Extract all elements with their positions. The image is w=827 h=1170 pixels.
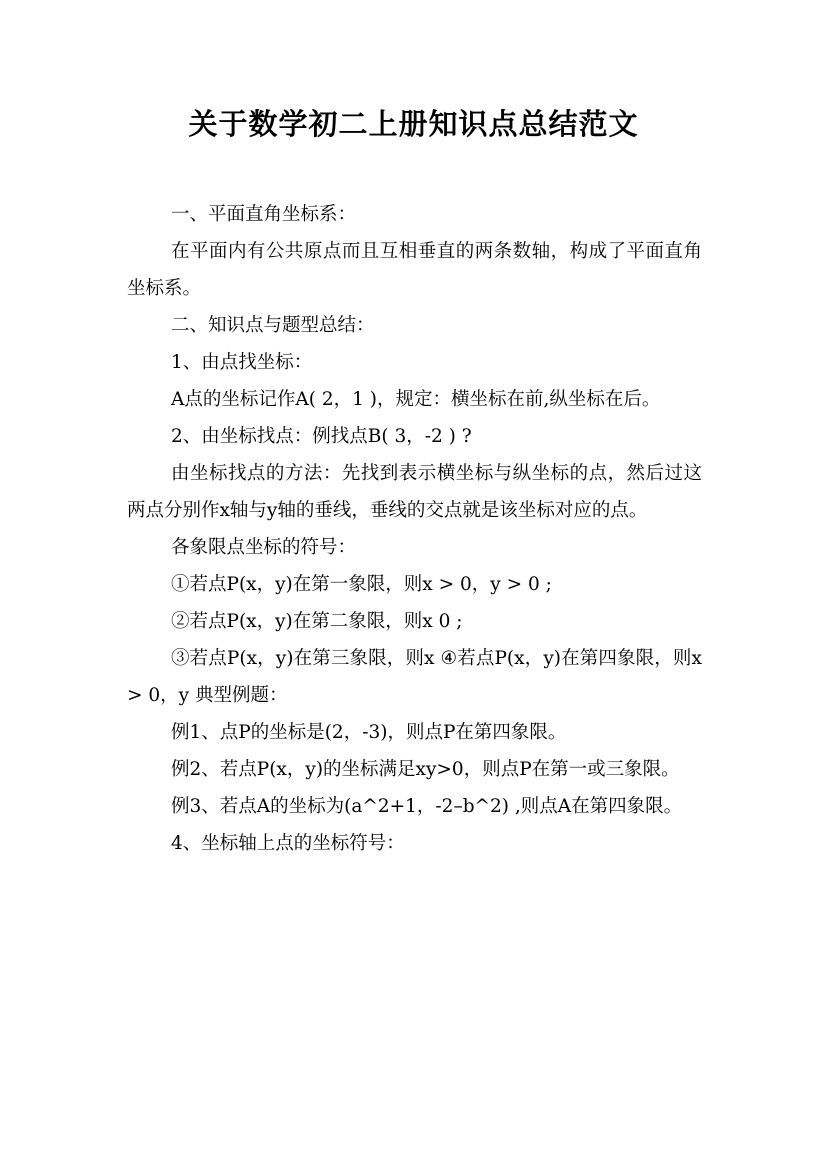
section-heading-knowledge-summary: 二、知识点与题型总结： <box>171 315 375 336</box>
paragraph-point-a: A点的坐标记作A( 2，1 )，规定：横坐标在前,纵坐标在后。 <box>171 389 661 410</box>
document-body <box>127 196 702 862</box>
subheading-point-to-coordinate: 1、由点找坐标： <box>171 352 313 373</box>
document-title: 关于数学初二上册知识点总结范文 <box>188 107 639 141</box>
paragraph-method: 由坐标找点的方法：先找到表示横坐标与纵坐标的点，然后过这两点分别作x轴与y轴的垂线，垂线的交点就是该坐标对应的点。 <box>127 463 702 521</box>
paragraph-example-1: 例1、点P的坐标是(2，-3)，则点P在第四象限。 <box>171 722 567 743</box>
paragraph-definition: 在平面内有公共原点而且互相垂直的两条数轴，构成了平面直角坐标系。 <box>127 241 702 299</box>
section-heading-coordinate-system: 一、平面直角坐标系： <box>171 204 357 225</box>
paragraph-quadrant-1: ①若点P(x，y)在第一象限，则x > 0，y > 0 ; <box>171 574 552 595</box>
subheading-axis-points: 4、坐标轴上点的坐标符号： <box>171 833 405 854</box>
paragraph-quadrant-2: ②若点P(x，y)在第二象限，则x 0 ; <box>171 611 463 632</box>
paragraph-quadrant-signs: 各象限点坐标的符号： <box>171 537 357 558</box>
paragraph-quadrant-3-4: ③若点P(x，y)在第三象限，则x ④若点P(x，y)在第四象限，则x > 0，y 典型例题： <box>127 648 702 706</box>
paragraph-example-2: 例2、若点P(x，y)的坐标满足xy>0，则点P在第一或三象限。 <box>171 759 680 780</box>
paragraph-example-3: 例3、若点A的坐标为(a^2+1，-2–b^2) ,则点A在第四象限。 <box>171 796 683 817</box>
subheading-coordinate-to-point: 2、由坐标找点：例找点B( 3，-2 ) ? <box>171 426 472 447</box>
